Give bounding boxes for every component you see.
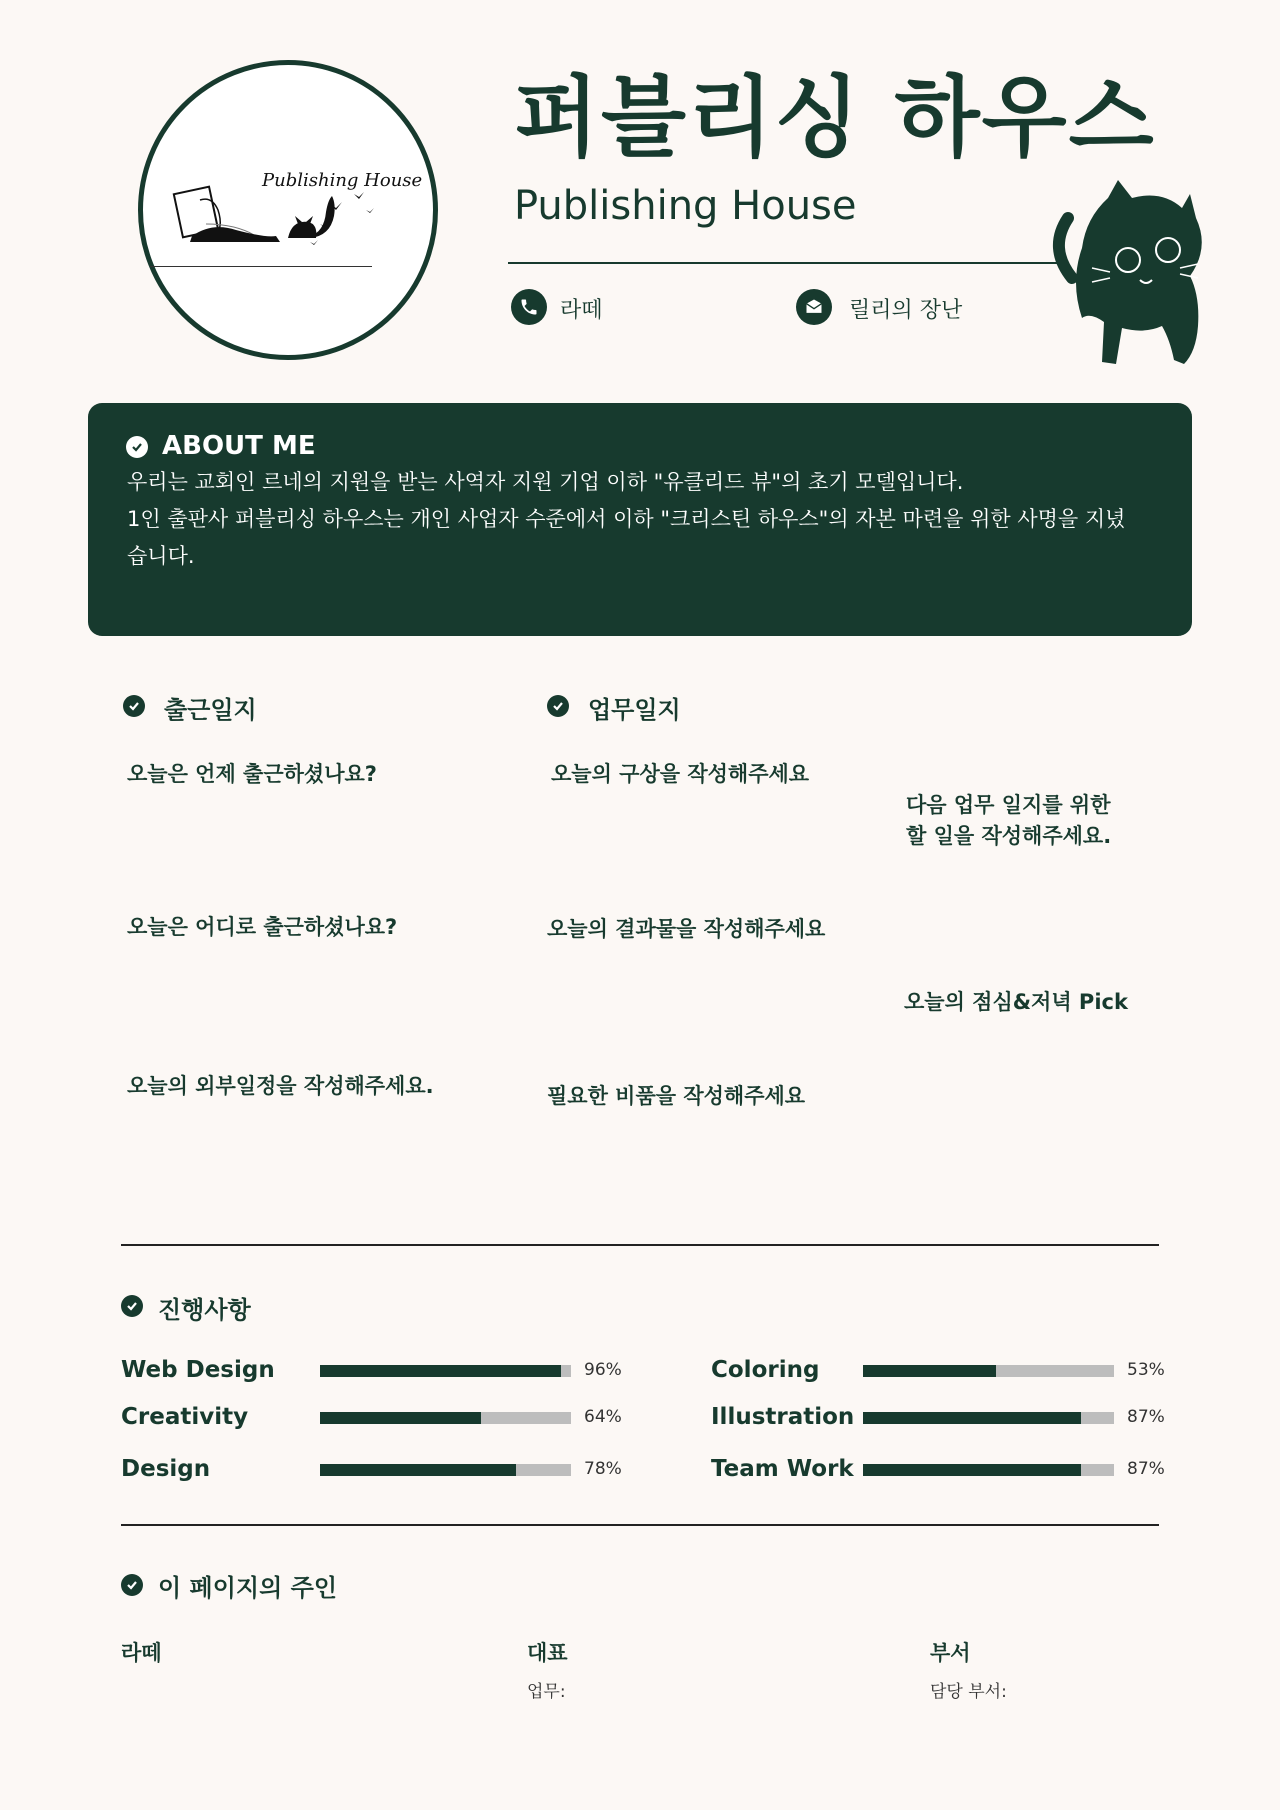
progress-bar-fill [320,1412,481,1424]
owner-role-sub: 업무: [527,1682,566,1702]
logo-underline [150,266,372,267]
section-divider [121,1244,1159,1246]
progress-bar [320,1365,571,1377]
progress-percent: 87% [1127,1459,1165,1479]
progress-percent: 87% [1127,1407,1165,1427]
progress-bar [320,1412,571,1424]
progress-bar-fill [863,1464,1081,1476]
progress-bar [863,1412,1114,1424]
owner-name: 라떼 [121,1641,162,1665]
mail-icon [796,289,832,325]
owner-dept-title: 부서 [930,1641,971,1665]
about-text-line: 우리는 교회인 르네의 지원을 받는 사역자 지원 기업 이하 "유클리드 뷰"의 초기 모델입니다. [127,470,964,494]
check-icon [123,695,145,717]
phone-icon [511,289,547,325]
section-title-progress: 진행사항 [158,1296,251,1324]
progress-bar [863,1365,1114,1377]
question-meal: 오늘의 점심&저녁 Pick [904,990,1128,1014]
skill-label: Team Work [711,1456,854,1482]
cat-illustration [1040,168,1208,378]
question-when: 오늘은 언제 출근하셨나요? [127,762,377,786]
skill-label: Illustration [711,1404,855,1430]
contact-mail-label: 릴리의 장난 [849,298,963,323]
page-subtitle: Publishing House [514,183,857,229]
progress-bar-fill [320,1365,561,1377]
progress-percent: 78% [584,1459,622,1479]
question-result: 오늘의 결과물을 작성해주세요 [547,917,826,941]
progress-bar-fill [863,1365,996,1377]
owner-dept-sub: 담당 부서: [930,1682,1007,1702]
progress-bar [320,1464,571,1476]
progress-bar-fill [320,1464,516,1476]
check-icon [121,1295,143,1317]
question-supplies: 필요한 비품을 작성해주세요 [547,1084,806,1108]
check-icon [547,695,569,717]
page-title: 퍼블리싱 하우스 [514,66,1156,169]
logo-text: Publishing House [262,170,423,191]
section-title-owner: 이 페이지의 주인 [158,1574,337,1602]
question-next-task: 할 일을 작성해주세요. [906,824,1112,848]
contact-phone-label: 라떼 [560,298,603,323]
about-title: ABOUT ME [162,431,316,461]
skill-label: Coloring [711,1357,820,1383]
about-text-line: 습니다. [127,544,195,568]
question-where: 오늘은 어디로 출근하셨나요? [127,915,398,939]
progress-bar [863,1464,1114,1476]
check-icon [126,436,148,458]
section-title-attendance: 출근일지 [164,696,257,724]
section-title-work: 업무일지 [588,696,681,724]
progress-percent: 64% [584,1407,622,1427]
progress-bar-fill [863,1412,1081,1424]
check-icon [121,1574,143,1596]
progress-percent: 96% [584,1360,622,1380]
progress-percent: 53% [1127,1360,1165,1380]
about-text-line: 1인 출판사 퍼블리싱 하우스는 개인 사업자 수준에서 이하 "크리스틴 하우스"의 자본 마련을 위한 사명을 지녔 [127,507,1126,531]
skill-label: Web Design [121,1357,275,1383]
question-next-task: 다음 업무 일지를 위한 [906,793,1111,817]
question-plan: 오늘의 구상을 작성해주세요 [551,762,810,786]
skill-label: Design [121,1456,211,1482]
logo-illustration [170,180,440,260]
owner-role-title: 대표 [527,1641,568,1665]
skill-label: Creativity [121,1404,249,1430]
section-divider [121,1524,1159,1526]
header-divider [508,262,1063,264]
question-external: 오늘의 외부일정을 작성해주세요. [127,1074,434,1098]
